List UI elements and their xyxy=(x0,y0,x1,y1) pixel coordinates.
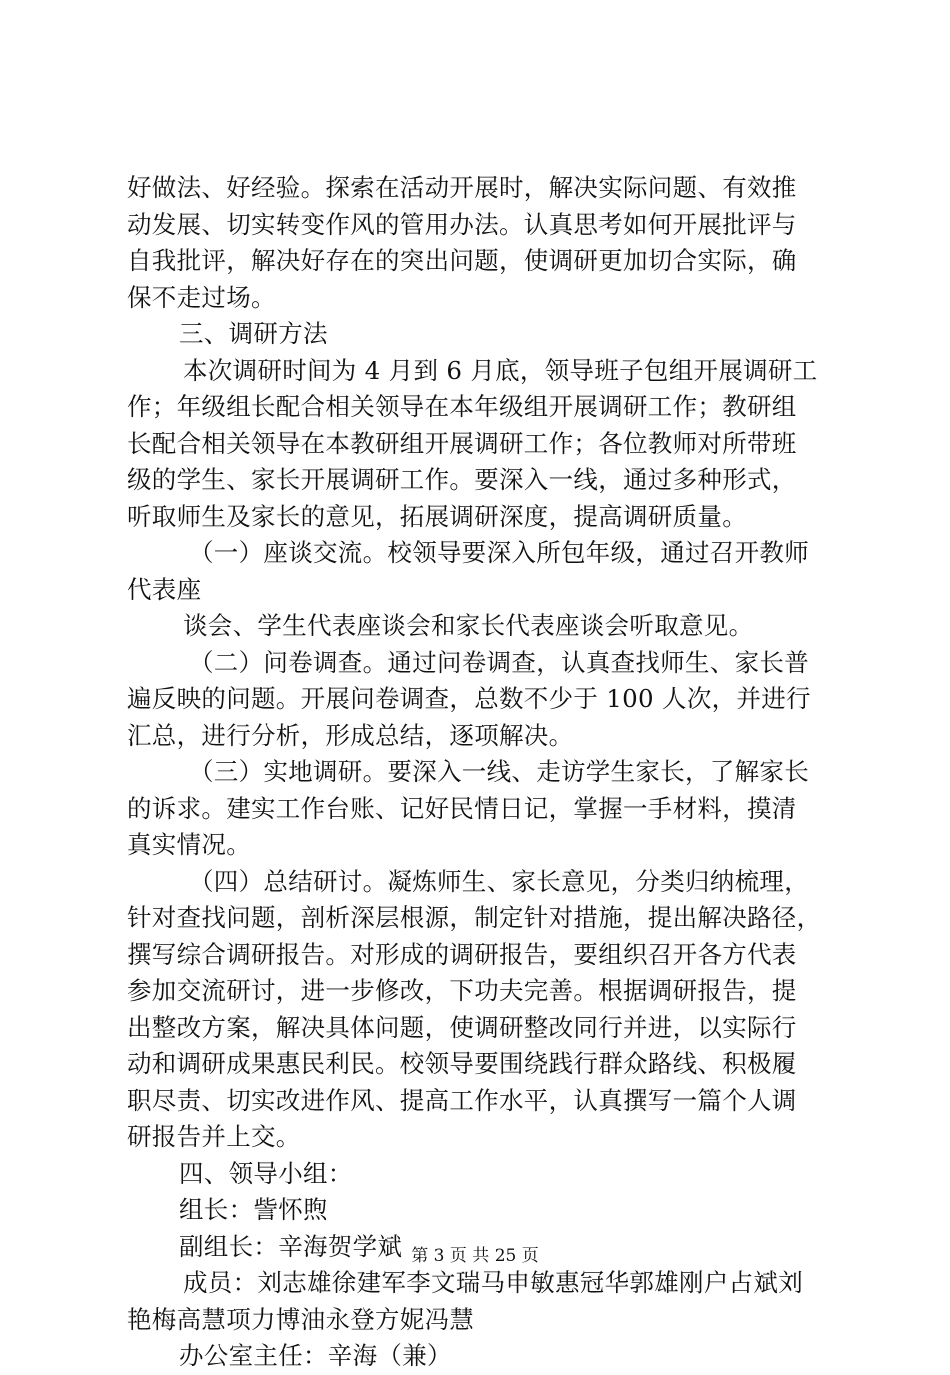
text-line: 保不走过场。 xyxy=(127,282,276,312)
text-line: 参加交流研讨，进一步修改，下功夫完善。根据调研报告，提 xyxy=(127,976,797,1005)
section-heading: 四、领导小组： xyxy=(179,1158,353,1188)
text-line: 级的学生、家长开展调研工作。要深入一线，通过多种形式， xyxy=(127,465,797,494)
text-line: 组长：訾怀煦 xyxy=(179,1195,328,1224)
text-line: 真实情况。 xyxy=(127,830,251,859)
text-line: （三）实地调研。要深入一线、走访学生家长，了解家长 xyxy=(189,757,809,786)
text-line: 动和调研成果惠民利民。校领导要围绕践行群众路线、积极履 xyxy=(127,1049,797,1078)
text-line: 动发展、切实转变作风的管用办法。认真思考如何开展批评与 xyxy=(127,209,797,239)
text-line: 职尽责、切实改进作风、提高工作水平，认真撰写一篇个人调 xyxy=(127,1085,797,1115)
page-footer: 第 3 页 共 25 页 xyxy=(411,1246,539,1266)
text-line: 出整改方案，解决具体问题，使调研整改同行并进，以实际行 xyxy=(127,1012,797,1042)
section-heading: 三、调研方法 xyxy=(179,319,328,348)
text-line: 代表座 xyxy=(127,574,202,604)
text-line: 听取师生及家长的意见，拓展调研深度，提高调研质量。 xyxy=(127,501,747,531)
text-line: 的诉求。建实工作台账、记好民情日记，掌握一手材料，摸清 xyxy=(127,793,797,823)
text-line: 谈会、学生代表座谈会和家长代表座谈会听取意见。 xyxy=(183,611,754,640)
text-line: 撰写综合调研报告。对形成的调研报告，要组织召开各方代表 xyxy=(127,939,797,969)
text-line: 本次调研时间为 4 月到 6 月底，领导班子包组开展调研工 xyxy=(183,355,818,385)
text-line: 自我批评，解决好存在的突出问题，使调研更加切合实际，确 xyxy=(127,246,797,275)
text-line: 遍反映的问题。开展问卷调查，总数不少于 100 人次，并进行 xyxy=(127,684,811,713)
text-line: 副组长：辛海贺学斌 xyxy=(179,1231,403,1261)
text-line: （四）总结研讨。凝炼师生、家长意见，分类归纳梳理， xyxy=(189,866,809,896)
text-line: （二）问卷调查。通过问卷调查，认真查找师生、家长普 xyxy=(189,647,809,677)
text-line: 成员：刘志雄徐建军李文瑞马申敏惠冠华郭雄刚户占斌刘 xyxy=(183,1268,803,1297)
text-line: 作；年级组长配合相关领导在本年级组开展调研工作；教研组 xyxy=(127,392,797,421)
document-body xyxy=(127,170,827,1375)
text-line: （一）座谈交流。校领导要深入所包年级，通过召开教师 xyxy=(189,538,809,567)
text-line: 汇总，进行分析，形成总结，逐项解决。 xyxy=(127,720,574,750)
text-line: 长配合相关领导在本教研组开展调研工作；各位教师对所带班 xyxy=(127,428,797,458)
text-line: 研报告并上交。 xyxy=(127,1122,301,1151)
text-line: 针对查找问题，剖析深层根源，制定针对措施，提出解决路径， xyxy=(127,903,822,932)
text-line: 艳梅高慧项力博油永登方妮冯慧 xyxy=(127,1304,475,1334)
text-line: 办公室主任：辛海（兼） xyxy=(179,1341,452,1370)
text-line: 好做法、好经验。探索在活动开展时，解决实际问题、有效推 xyxy=(127,173,797,202)
